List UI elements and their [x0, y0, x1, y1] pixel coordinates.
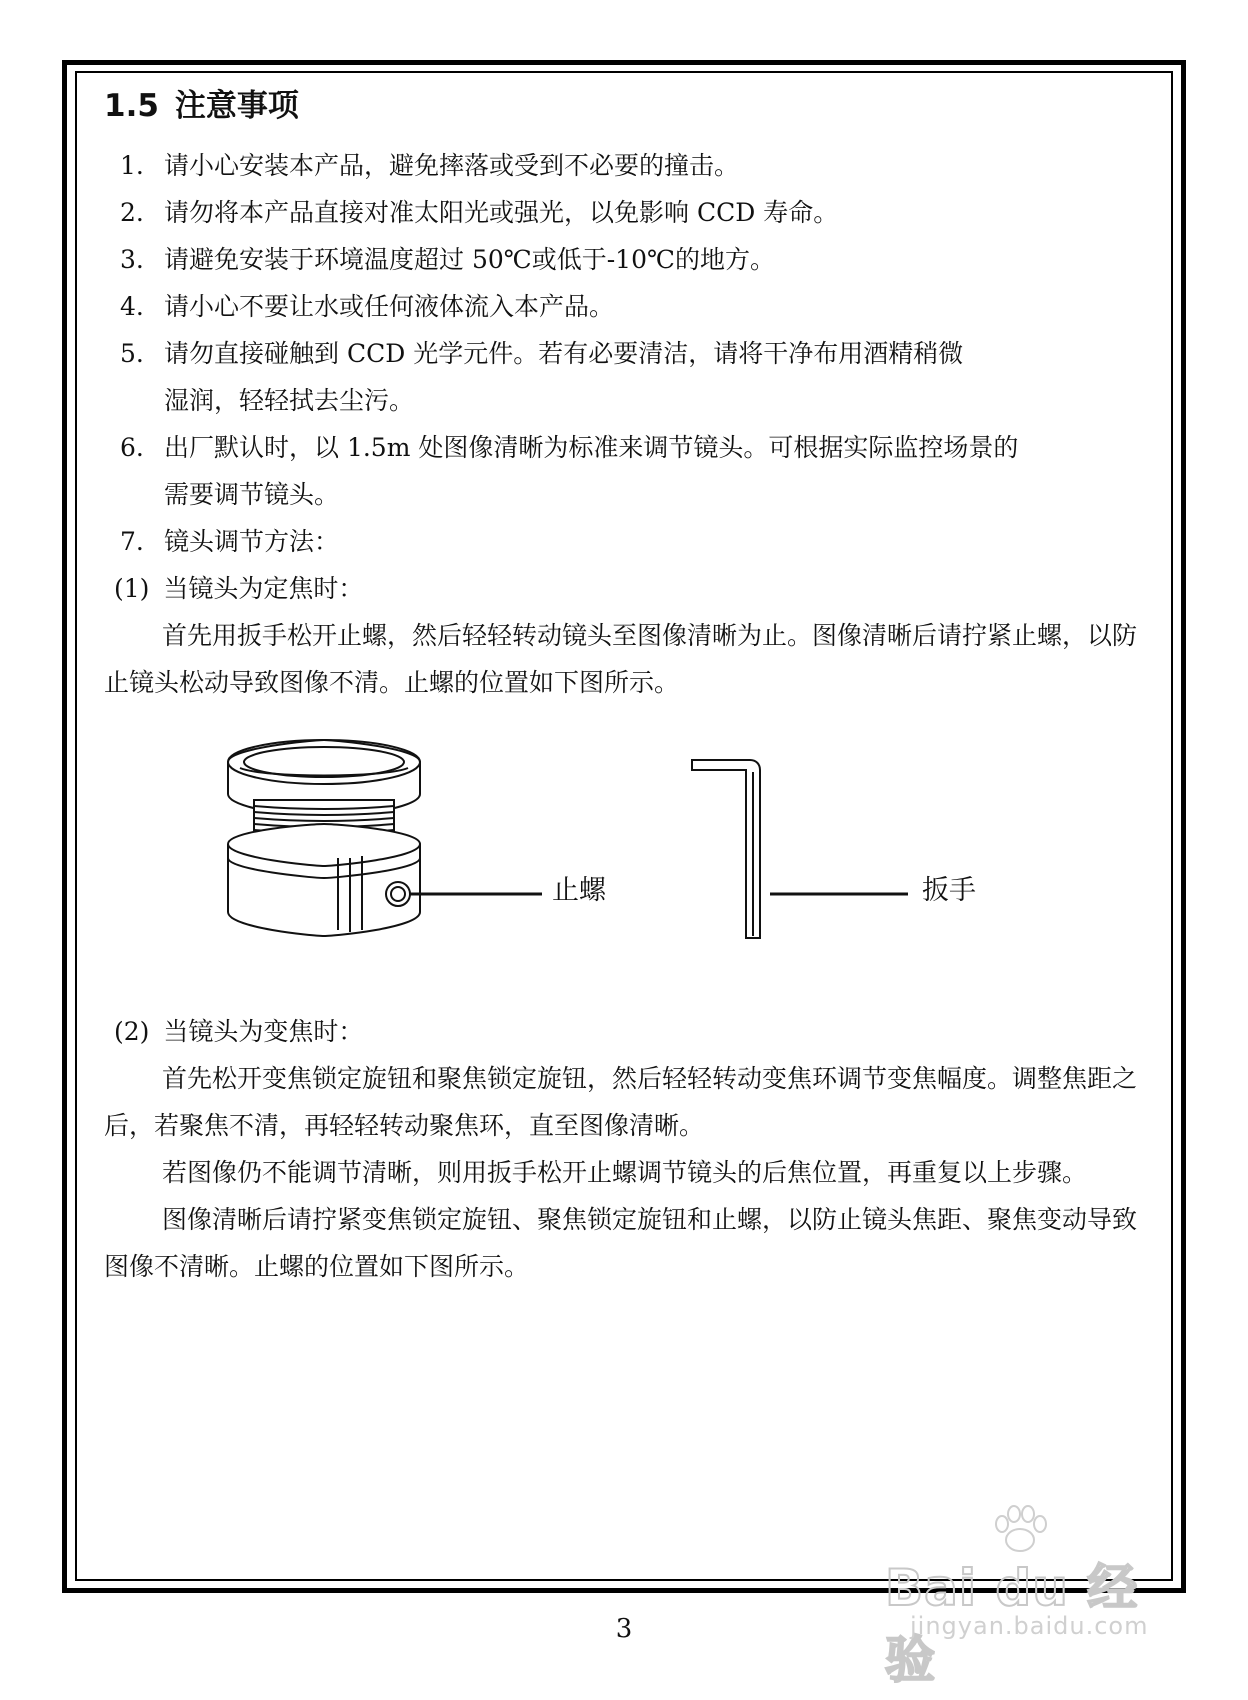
watermark-logo-text: Bai du 经验 — [885, 1559, 1139, 1689]
item-text: 请小心安装本产品，避免摔落或受到不必要的撞击。 — [164, 151, 740, 180]
wrench-label: 扳手 — [922, 875, 976, 906]
item-text — [136, 424, 1156, 518]
subsection-number: (2) — [114, 1017, 150, 1046]
item-text: 请避免安装于环境温度超过 50℃或低于-10℃的地方。 — [164, 245, 775, 274]
paragraph-zoom-3: 图像清晰后请拧紧变焦锁定旋钮、聚焦锁定旋钮和止螺，以防止镜头焦距、聚焦变动导致图像不清晰。止螺的位置如下图所示。 — [104, 1205, 1138, 1281]
subsection-title: 当镜头为定焦时： — [163, 574, 364, 603]
section-title: 注意事项 — [174, 88, 299, 124]
paragraph-zoom-2: 若图像仍不能调节清晰，则用扳手松开止螺调节镜头的后焦位置，再重复以上步骤。 — [162, 1158, 1088, 1187]
item-line-continued: 需要调节镜头。 — [164, 480, 340, 509]
baidu-watermark — [880, 1500, 1180, 1689]
screw-label: 止螺 — [552, 875, 606, 906]
item-line: 请勿直接碰触到 CCD 光学元件。若有必要清洁，请将干净布用酒精稍微 — [164, 339, 964, 368]
item-text: 请勿将本产品直接对准太阳光或强光，以免影响 CCD 寿命。 — [164, 198, 839, 227]
item-number: 4. — [120, 292, 144, 321]
subsection-heading-zoom — [104, 1008, 1156, 1055]
subsection-heading-fixed — [104, 565, 1156, 612]
item-number: 7. — [120, 527, 144, 556]
list-item — [104, 236, 1156, 283]
section-heading — [104, 84, 1156, 128]
list-item — [104, 283, 1156, 330]
item-text: 镜头调节方法： — [164, 527, 340, 556]
item-line: 出厂默认时，以 1.5m 处图像清晰为标准来调节镜头。可根据实际监控场景的 — [164, 433, 1019, 462]
list-item — [104, 518, 1156, 565]
lens-figure — [104, 726, 1156, 1008]
item-line-continued: 湿润，轻轻拭去尘污。 — [164, 386, 415, 415]
lens-wrench-illustration — [104, 726, 1156, 1008]
subsection-title: 当镜头为变焦时： — [163, 1017, 364, 1046]
wrench-drawing — [692, 760, 760, 938]
list-item — [104, 424, 1156, 518]
page-content — [104, 84, 1156, 1290]
paragraph-fixed-focus: 首先用扳手松开止螺，然后轻轻转动镜头至图像清晰为止。图像清晰后请拧紧止螺，以防止镜头松动导致图像不清。止螺的位置如下图所示。 — [104, 621, 1138, 697]
item-number: 1. — [120, 151, 144, 180]
list-item — [104, 189, 1156, 236]
paragraph-zoom-1: 首先松开变焦锁定旋钮和聚焦锁定旋钮，然后轻轻转动变焦环调节变焦幅度。调整焦距之后，若聚焦不清，再轻轻转动聚焦环，直至图像清晰。 — [104, 1064, 1138, 1140]
item-text: 请小心不要让水或任何液体流入本产品。 — [164, 292, 615, 321]
item-number: 5. — [120, 339, 144, 368]
item-number: 6. — [120, 433, 144, 462]
item-text — [136, 330, 1156, 424]
list-item — [104, 142, 1156, 189]
section-number: 1.5 — [104, 88, 159, 124]
page-number: 3 — [615, 1614, 633, 1644]
list-item — [104, 330, 1156, 424]
item-number: 3. — [120, 245, 144, 274]
subsection-number: (1) — [114, 574, 150, 603]
watermark-url: jingyan.baidu.com — [910, 1612, 1149, 1640]
item-number: 2. — [120, 198, 144, 227]
lens-drawing — [228, 740, 420, 936]
